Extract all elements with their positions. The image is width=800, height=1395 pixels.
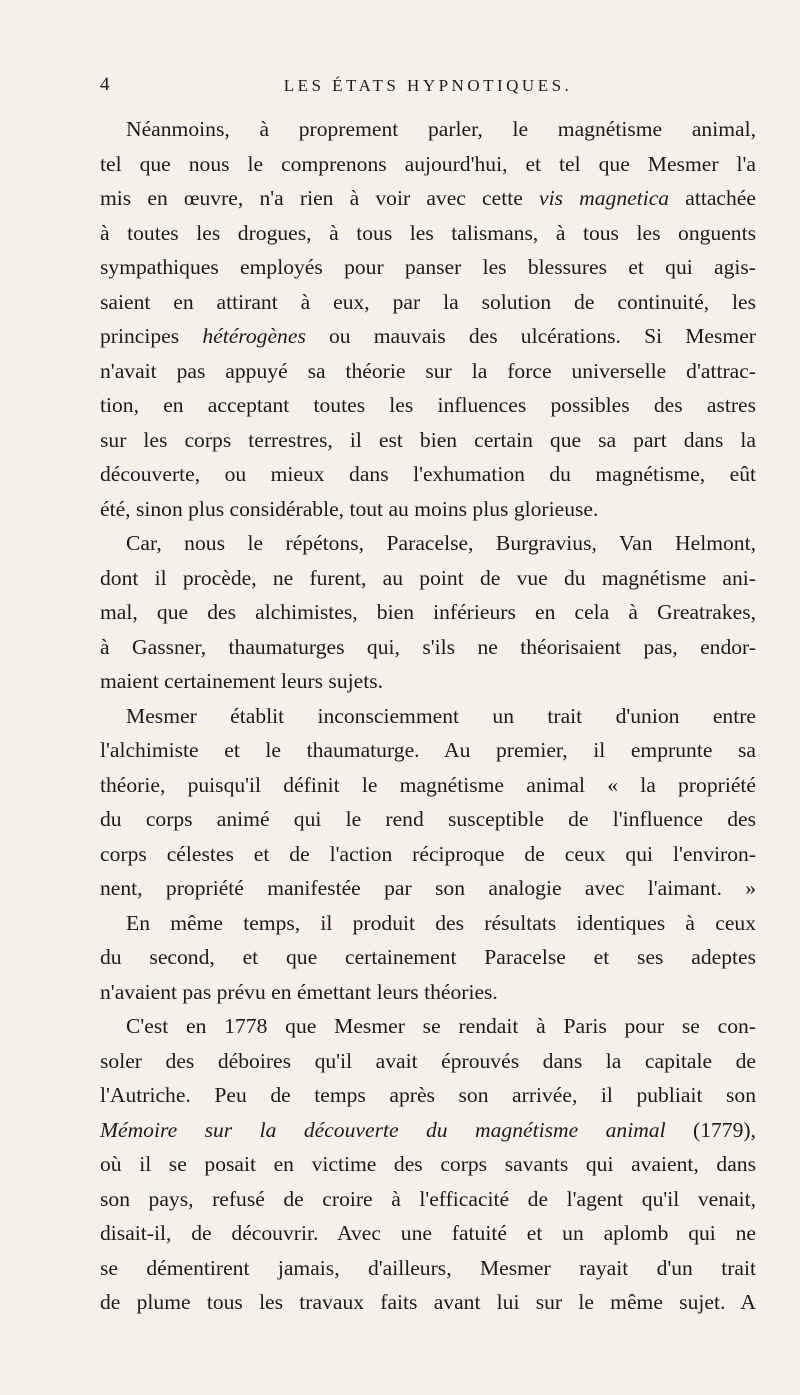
- text-line: [100, 354, 756, 389]
- text-segment: Car, nous le répétons, Paracelse, Burgravius, Van Helmont,: [126, 531, 756, 555]
- text-line: [100, 1078, 756, 1113]
- text-segment: n'avaient pas prévu en émettant leurs théories.: [100, 979, 498, 1004]
- text-segment: nent, propriété manifestée par son analogie avec l'aimant. »: [100, 876, 756, 900]
- text-line: [100, 216, 756, 251]
- text-segment: En même temps, il produit des résultats identiques à ceux: [126, 910, 756, 935]
- text-line: [100, 112, 756, 147]
- text-segment: attachée: [669, 186, 756, 210]
- text-segment: soler des déboires qu'il avait éprouvés dans la capitale de: [100, 1048, 756, 1073]
- text-segment: Mesmer établit inconsciemment un trait d'union entre: [126, 703, 756, 728]
- italic-text: Mémoire sur la découverte du magnétisme animal: [100, 1117, 666, 1142]
- text-segment: sur les corps terrestres, il est bien certain que sa part dans la: [100, 427, 756, 452]
- running-title: LES ÉTATS HYPNOTIQUES.: [283, 76, 573, 95]
- text-line: [100, 871, 756, 906]
- text-line: [100, 630, 756, 665]
- text-segment: tion, en acceptant toutes les influences possibles des astres: [100, 393, 756, 417]
- text-line: [100, 388, 756, 423]
- text-line: [100, 526, 756, 561]
- text-line: [100, 561, 756, 596]
- body-text: [100, 112, 756, 1320]
- text-segment: son pays, refusé de croire à l'efficacité de l'agent qu'il venait,: [100, 1186, 756, 1211]
- text-line: [100, 975, 756, 1010]
- text-line: [100, 285, 756, 320]
- text-segment: C'est en 1778 que Mesmer se rendait à Paris pour se con-: [126, 1014, 756, 1038]
- text-line: [100, 423, 756, 458]
- text-segment: tel que nous le comprenons aujourd'hui, et tel que Mesmer l'a: [100, 151, 756, 176]
- text-segment: disait-il, de découvrir. Avec une fatuité et un aplomb qui ne: [100, 1221, 756, 1245]
- text-line: [100, 181, 756, 216]
- text-line: [100, 457, 756, 492]
- text-line: [100, 319, 756, 354]
- text-segment: sympathiques employés pour panser les blessures et qui agis-: [100, 255, 756, 279]
- italic-text: hétérogènes: [202, 324, 306, 348]
- text-line: [100, 906, 756, 941]
- text-segment: à toutes les drogues, à tous les talismans, à tous les onguents: [100, 220, 756, 245]
- text-segment: à Gassner, thaumaturges qui, s'ils ne théorisaient pas, endor-: [100, 634, 756, 659]
- text-segment: découverte, ou mieux dans l'exhumation du magnétisme, eût: [100, 462, 756, 486]
- text-segment: du second, et que certainement Paracelse et ses adeptes: [100, 945, 756, 969]
- text-segment: de plume tous les travaux faits avant lui sur le même sujet. A: [100, 1290, 756, 1314]
- text-line: [100, 699, 756, 734]
- text-segment: saient en attirant à eux, par la solution de continuité, les: [100, 289, 756, 314]
- italic-text: vis magnetica: [538, 186, 670, 210]
- text-segment: dont il procède, ne furent, au point de vue du magnétisme ani-: [100, 565, 756, 590]
- text-segment: ou mauvais des ulcérations. Si Mesmer: [305, 324, 756, 348]
- text-segment: du corps animé qui le rend susceptible de l'influence des: [100, 807, 756, 831]
- page-number: 4: [100, 74, 110, 95]
- text-segment: Néanmoins, à proprement parler, le magnétisme animal,: [126, 117, 756, 141]
- text-segment: l'alchimiste et le thaumaturge. Au premier, il emprunte sa: [100, 738, 756, 762]
- text-line: [100, 768, 756, 803]
- text-line: [100, 1285, 756, 1320]
- text-segment: où il se posait en victime des corps savants qui avaient, dans: [100, 1152, 756, 1176]
- text-line: [100, 664, 756, 699]
- text-line: [100, 147, 756, 182]
- text-line: [100, 1009, 756, 1044]
- text-segment: mal, que des alchimistes, bien inférieurs en cela à Greatrakes,: [100, 600, 756, 624]
- text-segment: (1779),: [665, 1117, 756, 1142]
- text-line: [100, 1182, 756, 1217]
- text-line: [100, 1251, 756, 1286]
- text-line: [100, 837, 756, 872]
- text-line: [100, 492, 756, 527]
- text-line: [100, 1147, 756, 1182]
- text-segment: mis en œuvre, n'a rien à voir avec cette: [100, 186, 539, 210]
- text-line: [100, 940, 756, 975]
- text-segment: maient certainement leurs sujets.: [100, 669, 384, 693]
- text-line: [100, 733, 756, 768]
- text-line: [100, 1044, 756, 1079]
- text-segment: n'avait pas appuyé sa théorie sur la force universelle d'attrac-: [100, 358, 756, 383]
- text-segment: théorie, puisqu'il définit le magnétisme animal « la propriété: [100, 772, 756, 797]
- page-header: [100, 74, 756, 100]
- text-segment: corps célestes et de l'action réciproque de ceux qui l'environ-: [100, 841, 756, 866]
- text-line: [100, 1113, 756, 1148]
- text-line: [100, 802, 756, 837]
- text-segment: se démentirent jamais, d'ailleurs, Mesmer rayait d'un trait: [100, 1255, 756, 1280]
- text-line: [100, 250, 756, 285]
- text-segment: l'Autriche. Peu de temps après son arrivée, il publiait son: [100, 1083, 756, 1107]
- text-segment: principes: [100, 324, 203, 348]
- text-line: [100, 595, 756, 630]
- text-segment: été, sinon plus considérable, tout au moins plus glorieuse.: [100, 496, 599, 521]
- text-line: [100, 1216, 756, 1251]
